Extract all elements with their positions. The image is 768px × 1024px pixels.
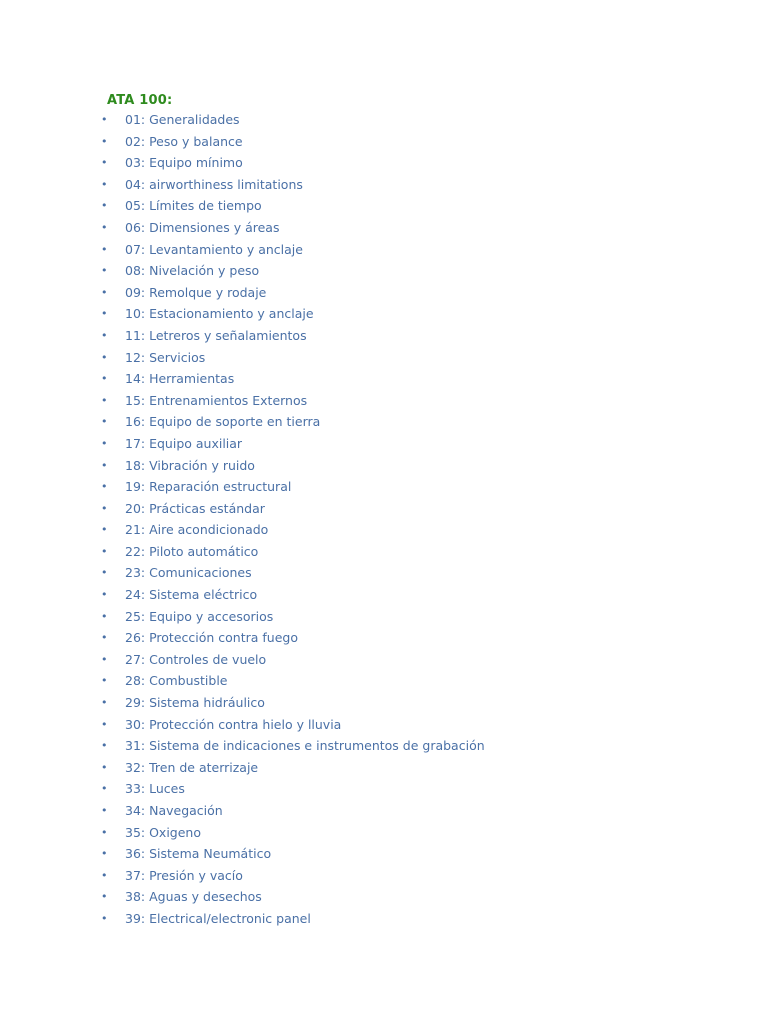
bullet-icon: • <box>101 544 108 558</box>
list-item-label: 27: Controles de vuelo <box>125 651 267 667</box>
list-item-label: 21: Aire acondicionado <box>125 522 269 538</box>
bullet-icon: • <box>101 890 108 904</box>
list-item-label: 39: Electrical/electronic panel <box>125 910 311 926</box>
list-item-label: 02: Peso y balance <box>125 133 243 149</box>
list-item-label: 18: Vibración y ruido <box>125 457 255 473</box>
list-item-label: 12: Servicios <box>125 349 206 365</box>
bullet-icon: • <box>101 156 108 170</box>
bullet-icon: • <box>101 609 108 623</box>
bullet-icon: • <box>101 739 108 753</box>
list-item-label: 19: Reparación estructural <box>125 479 292 495</box>
list-item-label: 28: Combustible <box>125 673 228 689</box>
list-item-label: 25: Equipo y accesorios <box>125 608 274 624</box>
list-item-label: 22: Piloto automático <box>125 543 259 559</box>
list-item-label: 20: Prácticas estándar <box>125 500 265 516</box>
bullet-icon: • <box>101 199 108 213</box>
list-item-label: 07: Levantamiento y anclaje <box>125 241 303 257</box>
list-item-label: 35: Oxigeno <box>125 824 201 840</box>
list-item-label: 34: Navegación <box>125 803 223 818</box>
bullet-icon: • <box>101 674 108 688</box>
list-item-label: 06: Dimensiones y áreas <box>125 219 280 235</box>
bullet-icon: • <box>101 134 108 148</box>
list-item-label: 26: Protección contra fuego <box>125 630 298 646</box>
list-item-label: 33: Luces <box>125 781 185 797</box>
bullet-icon: • <box>101 847 108 861</box>
list-item-label: 32: Tren de aterrizaje <box>125 759 259 775</box>
bullet-icon: • <box>101 350 108 364</box>
bullet-icon: • <box>101 782 108 796</box>
bullet-icon: • <box>101 220 108 234</box>
list-item-label: 17: Equipo auxiliar <box>125 435 243 451</box>
bullet-icon: • <box>101 328 108 342</box>
list-item-label: 23: Comunicaciones <box>125 565 252 581</box>
bullet-icon: • <box>101 760 108 774</box>
list-item-label: 16: Equipo de soporte en tierra <box>125 414 321 430</box>
bullet-icon: • <box>101 588 108 602</box>
bullet-icon: • <box>101 264 108 278</box>
bullet-icon: • <box>101 652 108 666</box>
bullet-icon: • <box>101 717 108 731</box>
list-item-label: 15: Entrenamientos Externos <box>125 392 308 408</box>
list-item-label: 03: Equipo mínimo <box>125 155 243 171</box>
bullet-icon: • <box>101 804 108 817</box>
list-item-label: 37: Presión y vacío <box>125 867 243 883</box>
bullet-icon: • <box>101 868 108 882</box>
bullet-icon: • <box>101 307 108 321</box>
list-heading: ATA 100: <box>107 93 173 108</box>
bullet-icon: • <box>101 501 108 515</box>
list-item-label: 09: Remolque y rodaje <box>125 284 267 300</box>
list-item-label: 11: Letreros y señalamientos <box>125 327 307 343</box>
list-item-label: 05: Límites de tiempo <box>125 198 262 214</box>
bullet-icon: • <box>101 436 108 450</box>
bullet-icon: • <box>101 177 108 191</box>
bullet-icon: • <box>101 480 108 494</box>
bullet-icon: • <box>101 242 108 256</box>
bullet-icon: • <box>101 415 108 429</box>
bullet-icon: • <box>101 696 108 710</box>
list-item-label: 36: Sistema Neumático <box>125 846 272 862</box>
bullet-icon: • <box>101 372 108 386</box>
bullet-icon: • <box>101 911 108 925</box>
list-item-label: 24: Sistema eléctrico <box>125 587 258 603</box>
list-item-label: 31: Sistema de indicaciones e instrumentos de grabación <box>125 738 485 754</box>
list-item-label: 38: Aguas y desechos <box>125 889 262 905</box>
list-item-label: 30: Protección contra hielo y lluvia <box>125 716 342 732</box>
bullet-icon: • <box>101 393 108 407</box>
list-item-label: 04: airworthiness limitations <box>125 176 303 192</box>
bullet-icon: • <box>101 458 108 472</box>
bullet-icon: • <box>101 631 108 645</box>
bullet-icon: • <box>101 825 108 839</box>
bullet-icon: • <box>101 113 108 126</box>
list-item-label: 01: Generalidades <box>125 112 240 127</box>
bullet-icon: • <box>101 523 108 537</box>
list-item-label: 10: Estacionamiento y anclaje <box>125 306 314 322</box>
list-item-label: 08: Nivelación y peso <box>125 263 260 279</box>
list-item-label: 29: Sistema hidráulico <box>125 695 265 711</box>
list-item-label: 14: Herramientas <box>125 371 235 387</box>
bullet-icon: • <box>101 566 108 580</box>
bullet-icon: • <box>101 285 108 299</box>
